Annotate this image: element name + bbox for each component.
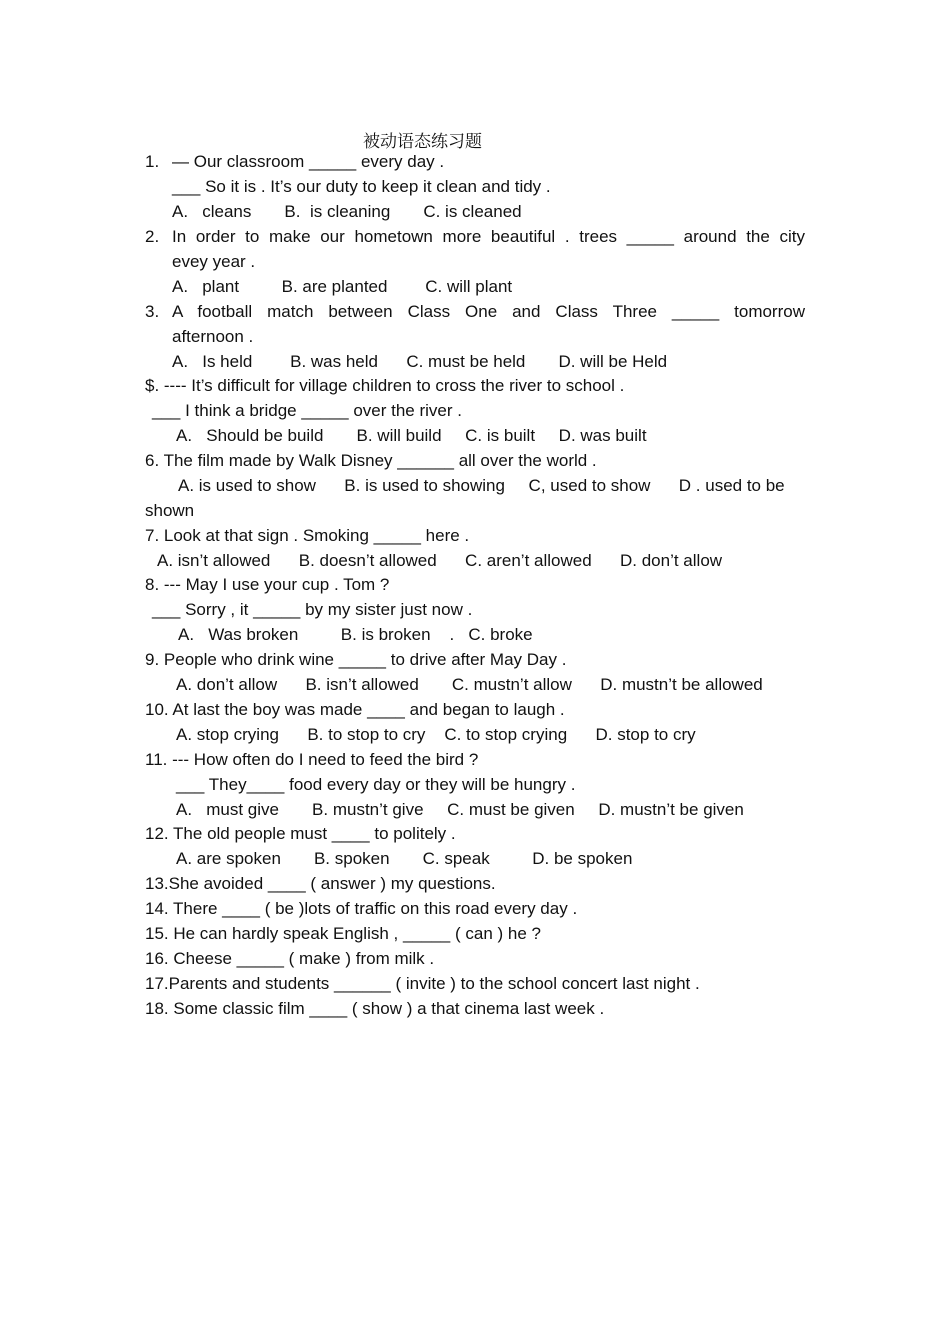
question-6: 6. The film made by Walk Disney ______ all over the world . [145,451,597,470]
question-2-options: A. plant B. are planted C. will plant [172,277,513,296]
question-11-reply: ___ They____ food every day or they will be hungry . [176,775,576,794]
question-2-line-1: In order to make our hometown more beautiful . trees _____ around the city [172,227,805,246]
question-3-line-1: A football match between Class One and Class Three _____ tomorrow [172,302,805,321]
question-2-number: 2. [145,227,160,246]
question-3-number: 3. [145,302,160,321]
question-16: 16. Cheese _____ ( make ) from milk . [145,949,435,968]
question-7-options: A. isn’t allowed B. doesn’t allowed C. aren’t allowed D. don’t allow [157,551,723,570]
question-1-options: A. cleans B. is cleaning C. is cleaned [172,202,522,221]
question-1-number: 1. [145,152,160,171]
question-12-options: A. are spoken B. spoken C. speak D. be spoken [176,849,633,868]
question-11: 11. --- How often do I need to feed the bird ? [145,750,479,769]
question-9-options: A. don’t allow B. isn’t allowed C. mustn’t allow D. mustn’t be allowed [176,675,763,694]
question-3-line-2: afternoon . [172,327,254,346]
question-7: 7. Look at that sign . Smoking _____ here . [145,526,470,545]
question-8-reply: ___ Sorry , it _____ by my sister just now . [152,600,473,619]
question-10-options: A. stop crying B. to stop to cry C. to stop crying D. stop to cry [176,725,696,744]
question-1: — Our classroom _____ every day . [172,152,445,171]
question-9: 9. People who drink wine _____ to drive after May Day . [145,650,567,669]
question-8-options: A. Was broken B. is broken . C. broke [178,625,533,644]
question-17: 17.Parents and students ______ ( invite ) to the school concert last night . [145,974,700,993]
question-8: 8. --- May I use your cup . Tom ? [145,575,390,594]
question-6-options: A. is used to show B. is used to showing C, used to show D . used to be [178,476,785,495]
question-4: $. ---- It’s difficult for village children to cross the river to school . [145,376,625,395]
question-3-options: A. Is held B. was held C. must be held D. will be Held [172,352,668,371]
question-13: 13.She avoided ____ ( answer ) my questions. [145,874,496,893]
question-11-options: A. must give B. mustn’t give C. must be given D. mustn’t be given [176,800,744,819]
question-12: 12. The old people must ____ to politely . [145,824,456,843]
question-4-reply: ___ I think a bridge _____ over the river . [152,401,462,420]
page-title: 被动语态练习题 [363,132,482,152]
question-18: 18. Some classic film ____ ( show ) a that cinema last week . [145,999,605,1018]
question-14: 14. There ____ ( be )lots of traffic on this road every day . [145,899,578,918]
question-1-reply: ___ So it is . It’s our duty to keep it clean and tidy . [172,177,551,196]
question-2-line-2: evey year . [172,252,256,271]
question-4-options: A. Should be build B. will build C. is built D. was built [176,426,647,445]
question-6-options-cont: shown [145,501,195,520]
question-10: 10. At last the boy was made ____ and began to laugh . [145,700,565,719]
question-15: 15. He can hardly speak English , _____ ( can ) he ? [145,924,541,943]
